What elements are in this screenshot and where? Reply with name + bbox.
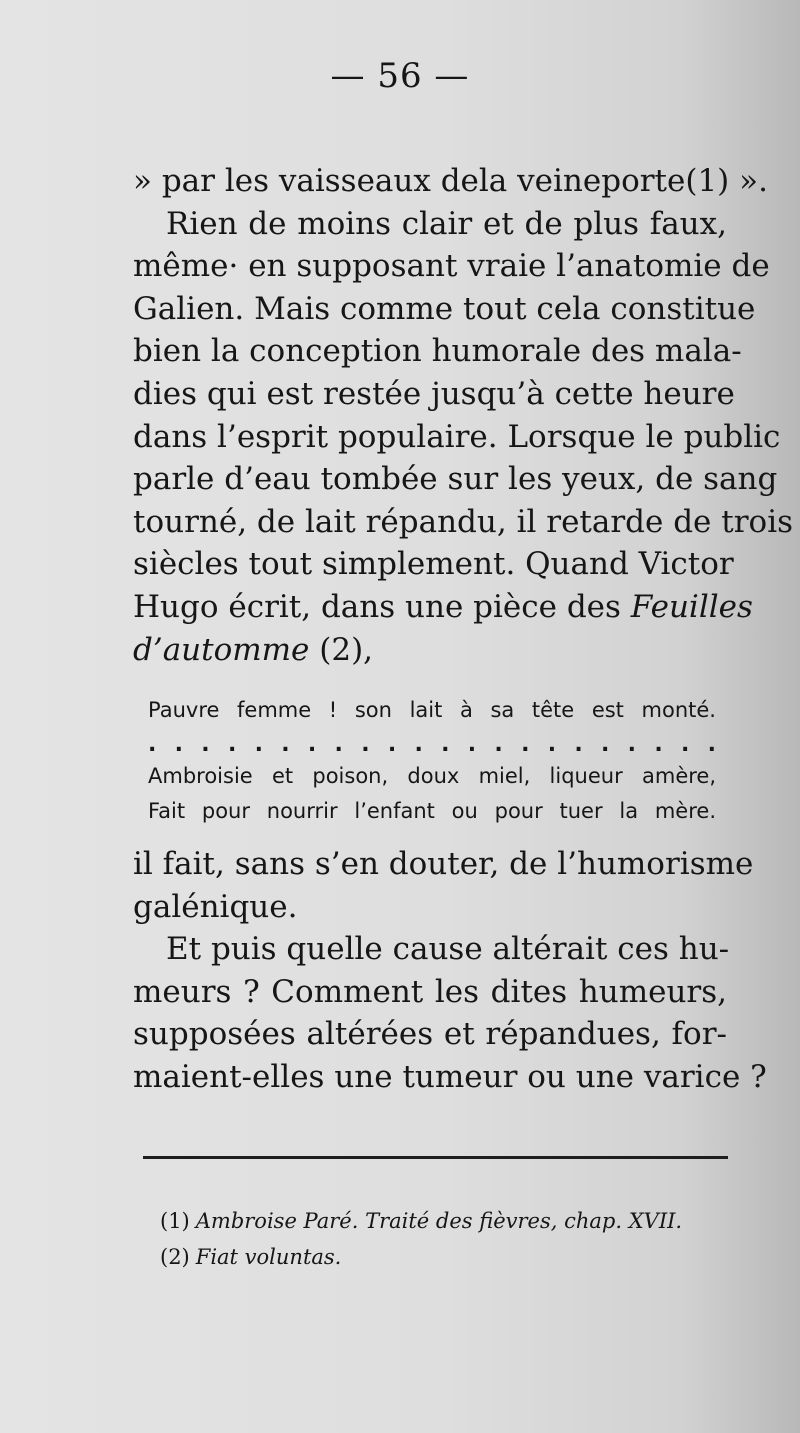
- text-line: dies qui est restée jusqu’à cette heure: [133, 375, 735, 412]
- verse-quote: [148, 764, 716, 788]
- text-line: Et puis quelle cause altérait ces hu-: [166, 931, 730, 968]
- footnote-item: [160, 1239, 735, 1275]
- paragraph-quote-end: [133, 160, 794, 671]
- text-fragment: Hugo écrit, dans une pièce des: [133, 588, 621, 625]
- verse-quote: [148, 799, 716, 823]
- verse-ellipsis: . . . . . . . . . . . . . . . . . . . . . .: [148, 732, 716, 757]
- book-title-fragment: Feuilles: [630, 588, 753, 625]
- footnotes: [160, 1203, 735, 1275]
- text-line: maient-elles une tumeur ou une varice ?: [133, 1058, 767, 1095]
- text-fragment: (2),: [309, 631, 374, 668]
- text-line: supposées altérées et répandues, for-: [133, 1016, 727, 1053]
- text-line: il fait, sans s’en douter, de l’humorisme: [133, 846, 754, 882]
- text-line: bien la conception humorale des mala-: [133, 333, 742, 370]
- text-line: Galien. Mais comme tout cela constitue: [133, 290, 756, 327]
- footnote-text: Fiat voluntas.: [195, 1245, 342, 1269]
- text-line: » par les vaisseaux dela veineporte(1) ».: [133, 163, 768, 199]
- text-line: tourné, de lait répandu, il retarde de trois: [133, 503, 794, 540]
- text-line: [133, 586, 753, 629]
- verse-line: Fait pour nourrir l’enfant ou pour tuer la mère.: [148, 799, 716, 823]
- verse-line: Ambroisie et poison, doux miel, liqueur amère,: [148, 764, 716, 788]
- page-number: — 56 —: [330, 56, 470, 96]
- footnote-item: [160, 1203, 735, 1239]
- text-line: siècles tout simplement. Quand Victor: [133, 546, 734, 583]
- footnote-text: Ambroise Paré. Traité des fièvres, chap. XVII.: [195, 1209, 683, 1233]
- text-line: dans l’esprit populaire. Lorsque le public: [133, 418, 781, 455]
- text-line: même· en supposant vraie l’anatomie de: [133, 248, 770, 285]
- book-title-fragment: d’automme: [133, 631, 310, 668]
- text-line: Rien de moins clair et de plus faux,: [166, 205, 727, 242]
- text-line: [133, 629, 727, 672]
- verse-quote: [148, 698, 716, 722]
- text-line: meurs ? Comment les dites humeurs,: [133, 973, 727, 1010]
- text-line: parle d’eau tombée sur les yeux, de sang: [133, 461, 778, 498]
- verse-line: Pauvre femme ! son lait à sa tête est monté.: [148, 698, 716, 722]
- footnote-mark: (2): [160, 1245, 190, 1269]
- paragraph-continuation: [133, 843, 767, 1099]
- text-line: galénique.: [133, 888, 298, 925]
- footnote-mark: (1): [160, 1209, 190, 1233]
- footnote-divider: [143, 1156, 728, 1159]
